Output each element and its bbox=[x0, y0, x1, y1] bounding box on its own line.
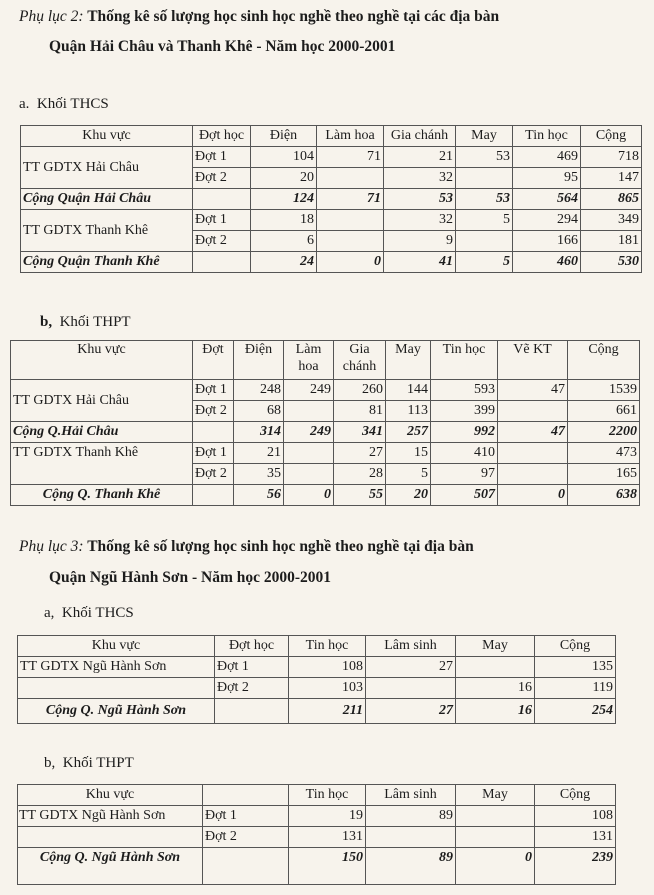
col-header: Lâm sinh bbox=[366, 636, 456, 657]
value-cell: 47 bbox=[498, 380, 568, 401]
batch-cell bbox=[215, 699, 289, 724]
table-row bbox=[11, 380, 640, 401]
value-cell: 47 bbox=[498, 422, 568, 443]
col-header: Cộng bbox=[581, 126, 642, 147]
col-header: Gia chánh bbox=[334, 341, 386, 380]
value-cell: 249 bbox=[284, 380, 334, 401]
col-header: Lâm sinh bbox=[366, 785, 456, 806]
section-a-thcs-heading: a, Khối THCS bbox=[44, 605, 134, 621]
section-a-thcs-heading: a. Khối THCS bbox=[19, 96, 109, 112]
table-appendix3-thcs bbox=[17, 635, 616, 724]
value-cell: 135 bbox=[535, 657, 616, 678]
area-cell: TT GDTX Hải Châu bbox=[21, 147, 193, 189]
table-row bbox=[18, 827, 616, 848]
value-cell: 16 bbox=[456, 678, 535, 699]
table-row bbox=[11, 443, 640, 464]
value-cell bbox=[498, 401, 568, 422]
value-cell: 0 bbox=[456, 848, 535, 885]
value-cell: 18 bbox=[251, 210, 317, 231]
col-header: Làm hoa bbox=[317, 126, 384, 147]
col-header: May bbox=[386, 341, 431, 380]
value-cell: 144 bbox=[386, 380, 431, 401]
col-header: Điện bbox=[234, 341, 284, 380]
appendix2-title-line1: Thống kê số lượng học sinh học nghề theo nghề tại các địa bàn bbox=[87, 8, 500, 25]
value-cell: 718 bbox=[581, 147, 642, 168]
value-cell bbox=[456, 806, 535, 827]
col-header: Vẽ KT bbox=[498, 341, 568, 380]
area-total-cell: Cộng Q. Ngũ Hành Sơn bbox=[18, 699, 215, 724]
value-cell bbox=[456, 657, 535, 678]
value-cell: 103 bbox=[289, 678, 366, 699]
area-cell: TT GDTX Ngũ Hành Sơn bbox=[18, 806, 203, 827]
table-appendix2-thcs bbox=[20, 125, 642, 273]
appendix2-title bbox=[19, 8, 499, 26]
value-cell: 0 bbox=[317, 252, 384, 273]
value-cell bbox=[498, 464, 568, 485]
col-header: Khu vực bbox=[21, 126, 193, 147]
batch-cell: Đợt 2 bbox=[203, 827, 289, 848]
value-cell: 9 bbox=[384, 231, 456, 252]
batch-cell: Đợt 2 bbox=[193, 168, 251, 189]
batch-cell: Đợt 1 bbox=[193, 443, 234, 464]
value-cell: 211 bbox=[289, 699, 366, 724]
value-cell: 399 bbox=[431, 401, 498, 422]
value-cell: 294 bbox=[513, 210, 581, 231]
col-header: May bbox=[456, 785, 535, 806]
value-cell: 19 bbox=[289, 806, 366, 827]
col-header: Đợt học bbox=[215, 636, 289, 657]
value-cell: 113 bbox=[386, 401, 431, 422]
value-cell: 6 bbox=[251, 231, 317, 252]
value-cell: 147 bbox=[581, 168, 642, 189]
table-header-row bbox=[21, 126, 642, 147]
value-cell: 349 bbox=[581, 210, 642, 231]
total-row bbox=[18, 699, 616, 724]
value-cell: 131 bbox=[289, 827, 366, 848]
value-cell: 564 bbox=[513, 189, 581, 210]
total-row bbox=[11, 485, 640, 506]
value-cell: 165 bbox=[568, 464, 640, 485]
value-cell: 239 bbox=[535, 848, 616, 885]
col-header: Tin học bbox=[289, 785, 366, 806]
value-cell: 81 bbox=[334, 401, 386, 422]
value-cell: 469 bbox=[513, 147, 581, 168]
batch-cell: Đợt 1 bbox=[193, 380, 234, 401]
value-cell bbox=[456, 231, 513, 252]
value-cell bbox=[456, 168, 513, 189]
value-cell: 41 bbox=[384, 252, 456, 273]
col-header: Khu vực bbox=[18, 636, 215, 657]
value-cell bbox=[366, 678, 456, 699]
value-cell: 108 bbox=[535, 806, 616, 827]
value-cell: 104 bbox=[251, 147, 317, 168]
section-b-thpt-heading: b, Khối THPT bbox=[44, 755, 134, 771]
total-row bbox=[21, 189, 642, 210]
value-cell: 95 bbox=[513, 168, 581, 189]
col-header: Đợt học bbox=[193, 126, 251, 147]
value-cell: 21 bbox=[234, 443, 284, 464]
table-row bbox=[21, 147, 642, 168]
area-cell bbox=[18, 678, 215, 699]
value-cell bbox=[284, 464, 334, 485]
table-header-row bbox=[18, 785, 616, 806]
appendix2-label: Phụ lục 2: bbox=[19, 8, 84, 25]
value-cell: 53 bbox=[384, 189, 456, 210]
col-header: Đợt bbox=[193, 341, 234, 380]
value-cell: 97 bbox=[431, 464, 498, 485]
col-header: Cộng bbox=[535, 785, 616, 806]
value-cell bbox=[317, 231, 384, 252]
table-row bbox=[18, 678, 616, 699]
value-cell: 35 bbox=[234, 464, 284, 485]
value-cell: 27 bbox=[366, 699, 456, 724]
value-cell: 32 bbox=[384, 210, 456, 231]
value-cell: 89 bbox=[366, 848, 456, 885]
value-cell: 314 bbox=[234, 422, 284, 443]
value-cell: 992 bbox=[431, 422, 498, 443]
value-cell: 131 bbox=[535, 827, 616, 848]
col-header: Điện bbox=[251, 126, 317, 147]
batch-cell bbox=[203, 848, 289, 885]
value-cell: 410 bbox=[431, 443, 498, 464]
value-cell: 254 bbox=[535, 699, 616, 724]
value-cell bbox=[366, 827, 456, 848]
col-header: Cộng bbox=[535, 636, 616, 657]
batch-cell: Đợt 1 bbox=[193, 147, 251, 168]
table-appendix3-thpt bbox=[17, 784, 616, 885]
value-cell: 181 bbox=[581, 231, 642, 252]
col-header: Làm hoa bbox=[284, 341, 334, 380]
batch-cell bbox=[193, 189, 251, 210]
value-cell: 593 bbox=[431, 380, 498, 401]
value-cell: 89 bbox=[366, 806, 456, 827]
col-header: Gia chánh bbox=[384, 126, 456, 147]
value-cell: 5 bbox=[456, 210, 513, 231]
batch-cell: Đợt 1 bbox=[193, 210, 251, 231]
col-header: May bbox=[456, 126, 513, 147]
table-row bbox=[18, 657, 616, 678]
appendix3-title-line2: Quận Ngũ Hành Sơn - Năm học 2000-2001 bbox=[49, 569, 332, 586]
value-cell: 20 bbox=[251, 168, 317, 189]
value-cell: 71 bbox=[317, 147, 384, 168]
value-cell bbox=[284, 401, 334, 422]
batch-cell: Đợt 2 bbox=[215, 678, 289, 699]
area-total-cell: Cộng Quận Hải Châu bbox=[21, 189, 193, 210]
value-cell bbox=[284, 443, 334, 464]
value-cell: 5 bbox=[386, 464, 431, 485]
section-b-thpt-heading: b, Khối THPT bbox=[40, 314, 131, 330]
table-row bbox=[21, 210, 642, 231]
value-cell bbox=[317, 168, 384, 189]
total-row bbox=[21, 252, 642, 273]
value-cell: 53 bbox=[456, 147, 513, 168]
appendix2-title-line2: Quận Hải Châu và Thanh Khê - Năm học 2000-2001 bbox=[49, 38, 396, 55]
value-cell: 15 bbox=[386, 443, 431, 464]
area-total-cell: Cộng Q. Ngũ Hành Sơn bbox=[18, 848, 203, 885]
appendix3-title bbox=[19, 538, 474, 556]
area-cell: TT GDTX Thanh Khê bbox=[21, 210, 193, 252]
table-appendix2-thpt bbox=[10, 340, 640, 506]
batch-cell: Đợt 1 bbox=[215, 657, 289, 678]
value-cell: 0 bbox=[498, 485, 568, 506]
area-cell bbox=[18, 827, 203, 848]
value-cell: 5 bbox=[456, 252, 513, 273]
value-cell: 248 bbox=[234, 380, 284, 401]
value-cell: 530 bbox=[581, 252, 642, 273]
appendix3-label: Phụ lục 3: bbox=[19, 538, 84, 555]
value-cell: 28 bbox=[334, 464, 386, 485]
col-header bbox=[203, 785, 289, 806]
value-cell: 460 bbox=[513, 252, 581, 273]
batch-cell: Đợt 2 bbox=[193, 464, 234, 485]
area-total-cell: Cộng Quận Thanh Khê bbox=[21, 252, 193, 273]
batch-cell: Đợt 2 bbox=[193, 231, 251, 252]
value-cell: 53 bbox=[456, 189, 513, 210]
col-header: Khu vực bbox=[11, 341, 193, 380]
value-cell: 16 bbox=[456, 699, 535, 724]
value-cell bbox=[498, 443, 568, 464]
value-cell: 55 bbox=[334, 485, 386, 506]
batch-cell bbox=[193, 422, 234, 443]
value-cell: 71 bbox=[317, 189, 384, 210]
col-header: Tin học bbox=[513, 126, 581, 147]
appendix3-title-line1: Thống kê số lượng học sinh học nghề theo nghề tại địa bàn bbox=[87, 538, 474, 555]
batch-cell bbox=[193, 252, 251, 273]
value-cell: 32 bbox=[384, 168, 456, 189]
total-row bbox=[11, 422, 640, 443]
batch-cell: Đợt 2 bbox=[193, 401, 234, 422]
value-cell: 56 bbox=[234, 485, 284, 506]
value-cell: 24 bbox=[251, 252, 317, 273]
batch-cell: Đợt 1 bbox=[203, 806, 289, 827]
table-row bbox=[18, 806, 616, 827]
col-header: May bbox=[456, 636, 535, 657]
value-cell: 27 bbox=[366, 657, 456, 678]
value-cell bbox=[317, 210, 384, 231]
value-cell: 20 bbox=[386, 485, 431, 506]
area-cell: TT GDTX Hải Châu bbox=[11, 380, 193, 422]
value-cell: 124 bbox=[251, 189, 317, 210]
value-cell: 166 bbox=[513, 231, 581, 252]
value-cell: 68 bbox=[234, 401, 284, 422]
col-header: Khu vực bbox=[18, 785, 203, 806]
batch-cell bbox=[193, 485, 234, 506]
value-cell: 249 bbox=[284, 422, 334, 443]
value-cell: 150 bbox=[289, 848, 366, 885]
value-cell: 865 bbox=[581, 189, 642, 210]
value-cell: 0 bbox=[284, 485, 334, 506]
value-cell: 119 bbox=[535, 678, 616, 699]
value-cell: 341 bbox=[334, 422, 386, 443]
table-header-row bbox=[11, 341, 640, 380]
total-row bbox=[18, 848, 616, 885]
area-total-cell: Cộng Q.Hải Châu bbox=[11, 422, 193, 443]
value-cell: 21 bbox=[384, 147, 456, 168]
value-cell: 2200 bbox=[568, 422, 640, 443]
value-cell: 260 bbox=[334, 380, 386, 401]
value-cell: 638 bbox=[568, 485, 640, 506]
value-cell: 1539 bbox=[568, 380, 640, 401]
value-cell: 27 bbox=[334, 443, 386, 464]
area-cell: TT GDTX Ngũ Hành Sơn bbox=[18, 657, 215, 678]
value-cell: 473 bbox=[568, 443, 640, 464]
area-cell: TT GDTX Thanh Khê bbox=[11, 443, 193, 485]
col-header: Cộng bbox=[568, 341, 640, 380]
value-cell bbox=[456, 827, 535, 848]
value-cell: 661 bbox=[568, 401, 640, 422]
area-total-cell: Cộng Q. Thanh Khê bbox=[11, 485, 193, 506]
col-header: Tin học bbox=[431, 341, 498, 380]
value-cell: 507 bbox=[431, 485, 498, 506]
value-cell: 108 bbox=[289, 657, 366, 678]
table-header-row bbox=[18, 636, 616, 657]
col-header: Tin học bbox=[289, 636, 366, 657]
value-cell: 257 bbox=[386, 422, 431, 443]
